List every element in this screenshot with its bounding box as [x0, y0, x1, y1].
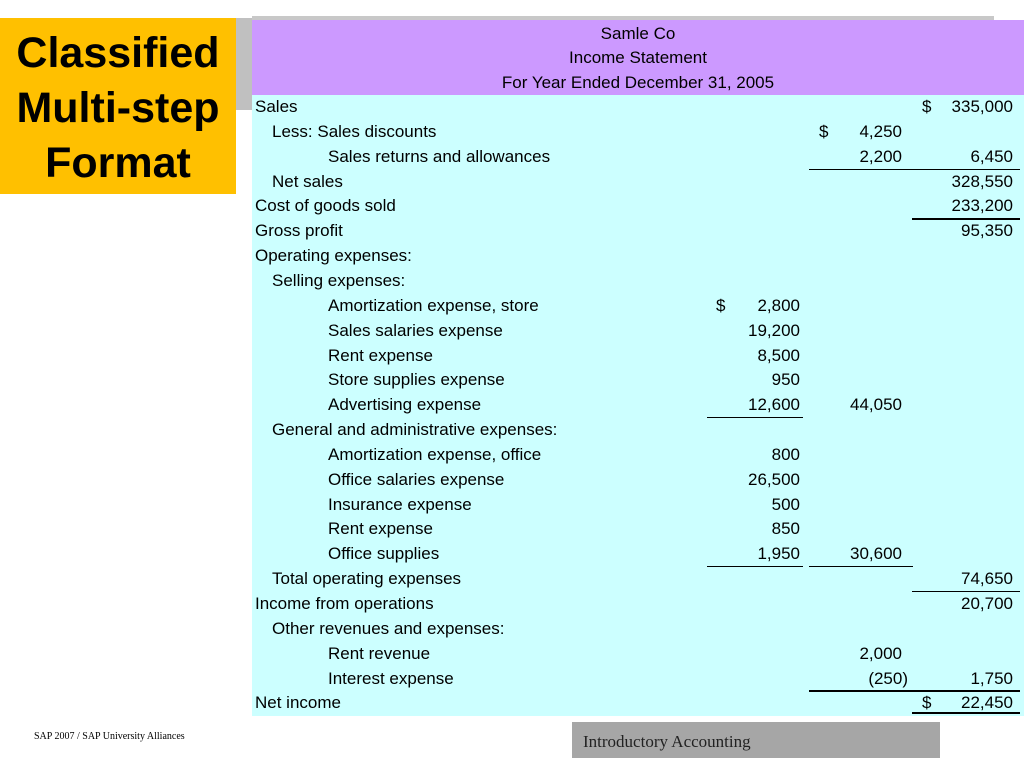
table-row: [252, 443, 1024, 468]
table-row: [252, 617, 1024, 642]
amount-col2: 2,000: [859, 643, 902, 663]
table-row: [252, 194, 1024, 219]
footer-course-box: [572, 722, 940, 758]
amount-col3: 22,450: [961, 693, 1013, 713]
amount-col3: 233,200: [951, 196, 1013, 216]
table-row: [252, 219, 1024, 244]
currency-sign: $: [716, 295, 726, 315]
table-row: [252, 393, 1024, 418]
row-label: Sales returns and allowances: [328, 146, 551, 166]
row-label: Amortization expense, office: [328, 444, 542, 464]
underline-office-supplies-col1: [707, 566, 803, 568]
table-row: [252, 517, 1024, 542]
company-name: Samle Co: [600, 24, 676, 43]
row-label: Operating expenses:: [255, 246, 412, 266]
amount-col2: 44,050: [850, 395, 902, 415]
currency-sign: $: [922, 97, 932, 116]
currency-sign: $: [819, 121, 829, 141]
table-row: [252, 592, 1024, 617]
amount-col1: 19,200: [748, 320, 800, 340]
amount-col1: 850: [771, 519, 800, 539]
row-label: Store supplies expense: [328, 370, 505, 390]
amount-col3: 1,750: [970, 668, 1013, 688]
amount-col1: 800: [771, 444, 800, 464]
row-label: Advertising expense: [328, 395, 482, 415]
amount-col1: 2,800: [757, 295, 800, 315]
row-label: Income from operations: [255, 594, 434, 613]
slide-title-line-1: Classified: [16, 29, 220, 77]
slide-title-box: [0, 18, 236, 194]
table-row: [252, 319, 1024, 344]
slide-title-line-3: Format: [45, 139, 191, 187]
statement-name: Income Statement: [569, 48, 707, 67]
row-label: Amortization expense, store: [328, 295, 539, 315]
amount-col1: 500: [771, 494, 800, 514]
footer-credit: SAP 2007 / SAP University Alliances: [34, 731, 185, 742]
table-row: [252, 95, 1024, 120]
amount-col2: 2,200: [859, 146, 902, 166]
table-row: [252, 493, 1024, 518]
row-label: Cost of goods sold: [255, 196, 396, 216]
row-label: Net sales: [272, 171, 343, 191]
statement-header: [252, 20, 1024, 95]
table-row: [252, 145, 1024, 170]
amount-col1: 950: [771, 370, 800, 390]
amount-col3: 335,000: [951, 97, 1013, 116]
amount-col1: 8,500: [757, 345, 800, 365]
footer-course-title: Introductory Accounting: [583, 732, 751, 751]
table-row: [252, 170, 1024, 195]
statement-body: [252, 95, 1024, 716]
row-label: Net income: [255, 693, 341, 713]
amount-col3: 6,450: [970, 146, 1013, 166]
amount-col3: 95,350: [961, 221, 1013, 241]
amount-col2: 4,250: [859, 121, 902, 141]
table-row: [252, 244, 1024, 269]
table-row: [252, 667, 1024, 692]
amount-col3: 328,550: [951, 171, 1013, 191]
row-label: Rent revenue: [328, 643, 431, 663]
row-label: Office supplies: [328, 544, 440, 564]
table-row: [252, 468, 1024, 493]
amount-col1: 1,950: [757, 544, 800, 564]
table-row: [252, 344, 1024, 369]
row-label: Sales: [255, 97, 298, 116]
underline-returns-col2: [809, 169, 913, 171]
currency-sign: $: [922, 693, 932, 713]
amount-col1: 12,600: [748, 395, 800, 415]
row-label: Gross profit: [255, 221, 343, 241]
row-label: Interest expense: [328, 668, 454, 688]
slide-title-line-2: Multi-step: [16, 84, 220, 132]
row-label: Office salaries expense: [328, 469, 505, 489]
row-label: Selling expenses:: [272, 270, 406, 290]
table-row: [252, 368, 1024, 393]
amount-col3: 20,700: [961, 594, 1013, 613]
row-label: General and administrative expenses:: [272, 420, 558, 440]
underline-returns-col3: [912, 169, 1020, 171]
decorative-strip: [236, 18, 252, 110]
underline-interest-col2: [809, 690, 913, 692]
row-label: Other revenues and expenses:: [272, 618, 505, 638]
table-row: [252, 542, 1024, 567]
row-label: Less: Sales discounts: [272, 121, 437, 141]
statement-period: For Year Ended December 31, 2005: [501, 73, 775, 92]
underline-advertising: [707, 417, 803, 419]
table-row: [252, 269, 1024, 294]
row-label: Sales salaries expense: [328, 320, 503, 340]
underline-interest-col3: [912, 690, 1020, 692]
underline-office-supplies-col2: [809, 566, 913, 568]
underline-net-income: [912, 712, 1020, 714]
table-row: [252, 120, 1024, 145]
table-row: [252, 642, 1024, 667]
row-label: Rent expense: [328, 345, 433, 365]
row-label: Total operating expenses: [272, 569, 462, 589]
underline-cogs: [912, 218, 1020, 220]
amount-col2: (250): [868, 668, 908, 688]
amount-col2: 30,600: [850, 544, 902, 564]
table-row: [252, 691, 1024, 716]
row-label: Rent expense: [328, 519, 433, 539]
amount-col1: 26,500: [748, 469, 800, 489]
row-label: Insurance expense: [328, 494, 472, 514]
table-row: [252, 294, 1024, 319]
table-row: [252, 567, 1024, 592]
amount-col3: 74,650: [961, 569, 1013, 589]
table-row: [252, 418, 1024, 443]
underline-total-opex: [912, 591, 1020, 593]
